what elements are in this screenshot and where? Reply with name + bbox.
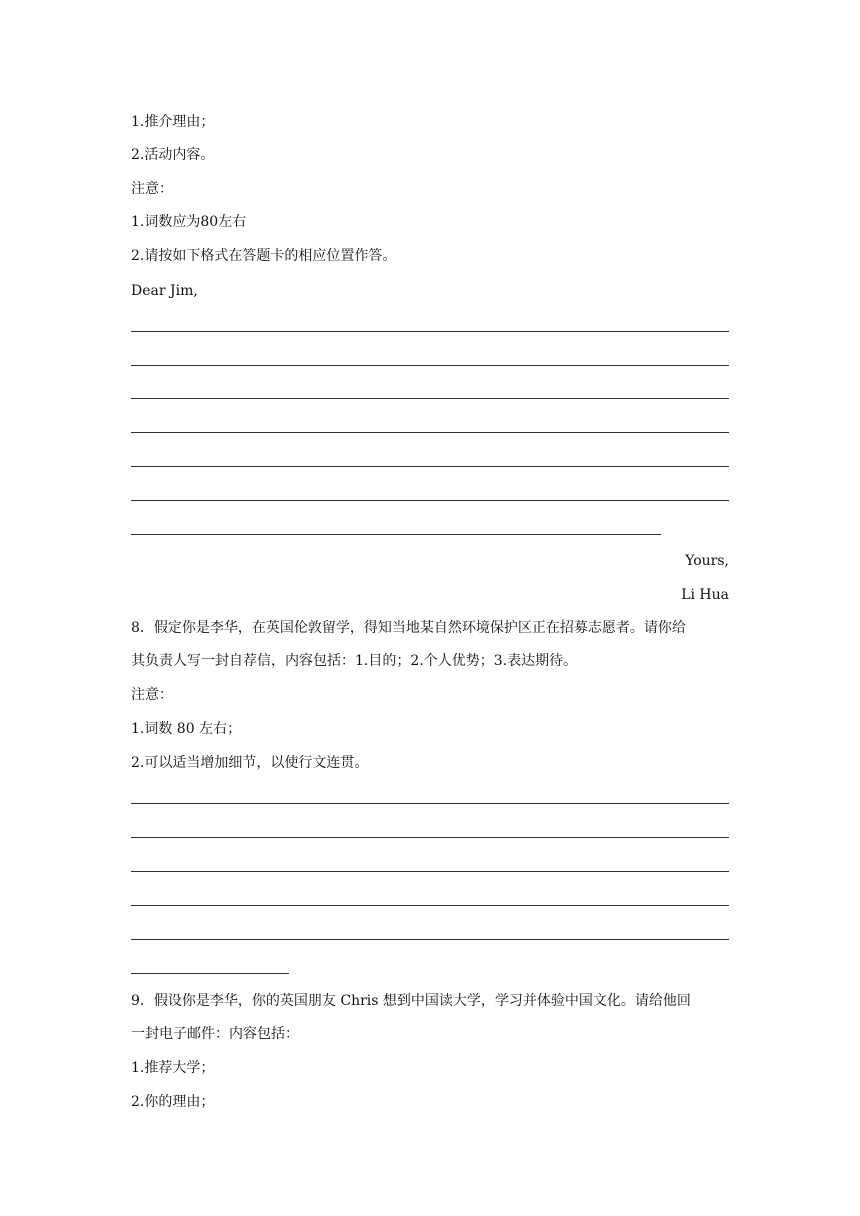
answer-line xyxy=(131,837,729,838)
answer-line xyxy=(131,466,729,467)
answer-line xyxy=(131,331,729,332)
letter-salutation: Dear Jim, xyxy=(131,283,198,299)
letter-closing: Yours, xyxy=(685,553,729,569)
answer-line xyxy=(131,365,729,366)
q9-prompt-line-2: 一封电子邮件：内容包括： xyxy=(131,1026,299,1042)
answer-line xyxy=(131,871,729,872)
answer-line xyxy=(131,803,729,804)
q8-note-item-2: 2.可以适当增加细节，以使行文连贯。 xyxy=(131,755,369,771)
requirement-point-1: 1.推介理由； xyxy=(131,114,215,130)
answer-line xyxy=(131,939,729,940)
q9-point-2: 2.你的理由； xyxy=(131,1094,215,1110)
requirement-point-2: 2.活动内容。 xyxy=(131,147,215,163)
note-item-2: 2.请按如下格式在答题卡的相应位置作答。 xyxy=(131,248,397,264)
letter-signature: Li Hua xyxy=(681,587,729,603)
q9-point-1: 1.推荐大学； xyxy=(131,1060,215,1076)
answer-line xyxy=(131,500,729,501)
q8-note-item-1: 1.词数 80 左右； xyxy=(131,721,242,737)
q9-prompt-line-1: 9．假设你是李华，你的英国朋友 Chris 想到中国读大学，学习并体验中国文化。请给他回 xyxy=(131,993,691,1009)
answer-line xyxy=(131,905,729,906)
q8-prompt-line-1: 8．假定你是李华，在英国伦敦留学，得知当地某自然环境保护区正在招募志愿者。请你给 xyxy=(131,620,686,636)
answer-line xyxy=(131,398,729,399)
note-title: 注意： xyxy=(131,181,173,197)
q8-note-title: 注意： xyxy=(131,687,173,703)
q8-prompt-line-2: 其负责人写一封自荐信，内容包括：1.目的；2.个人优势；3.表达期待。 xyxy=(131,653,578,669)
answer-line xyxy=(131,432,729,433)
answer-line xyxy=(131,534,661,535)
note-item-1: 1.词数应为80左右 xyxy=(131,214,247,230)
answer-line xyxy=(131,973,289,974)
